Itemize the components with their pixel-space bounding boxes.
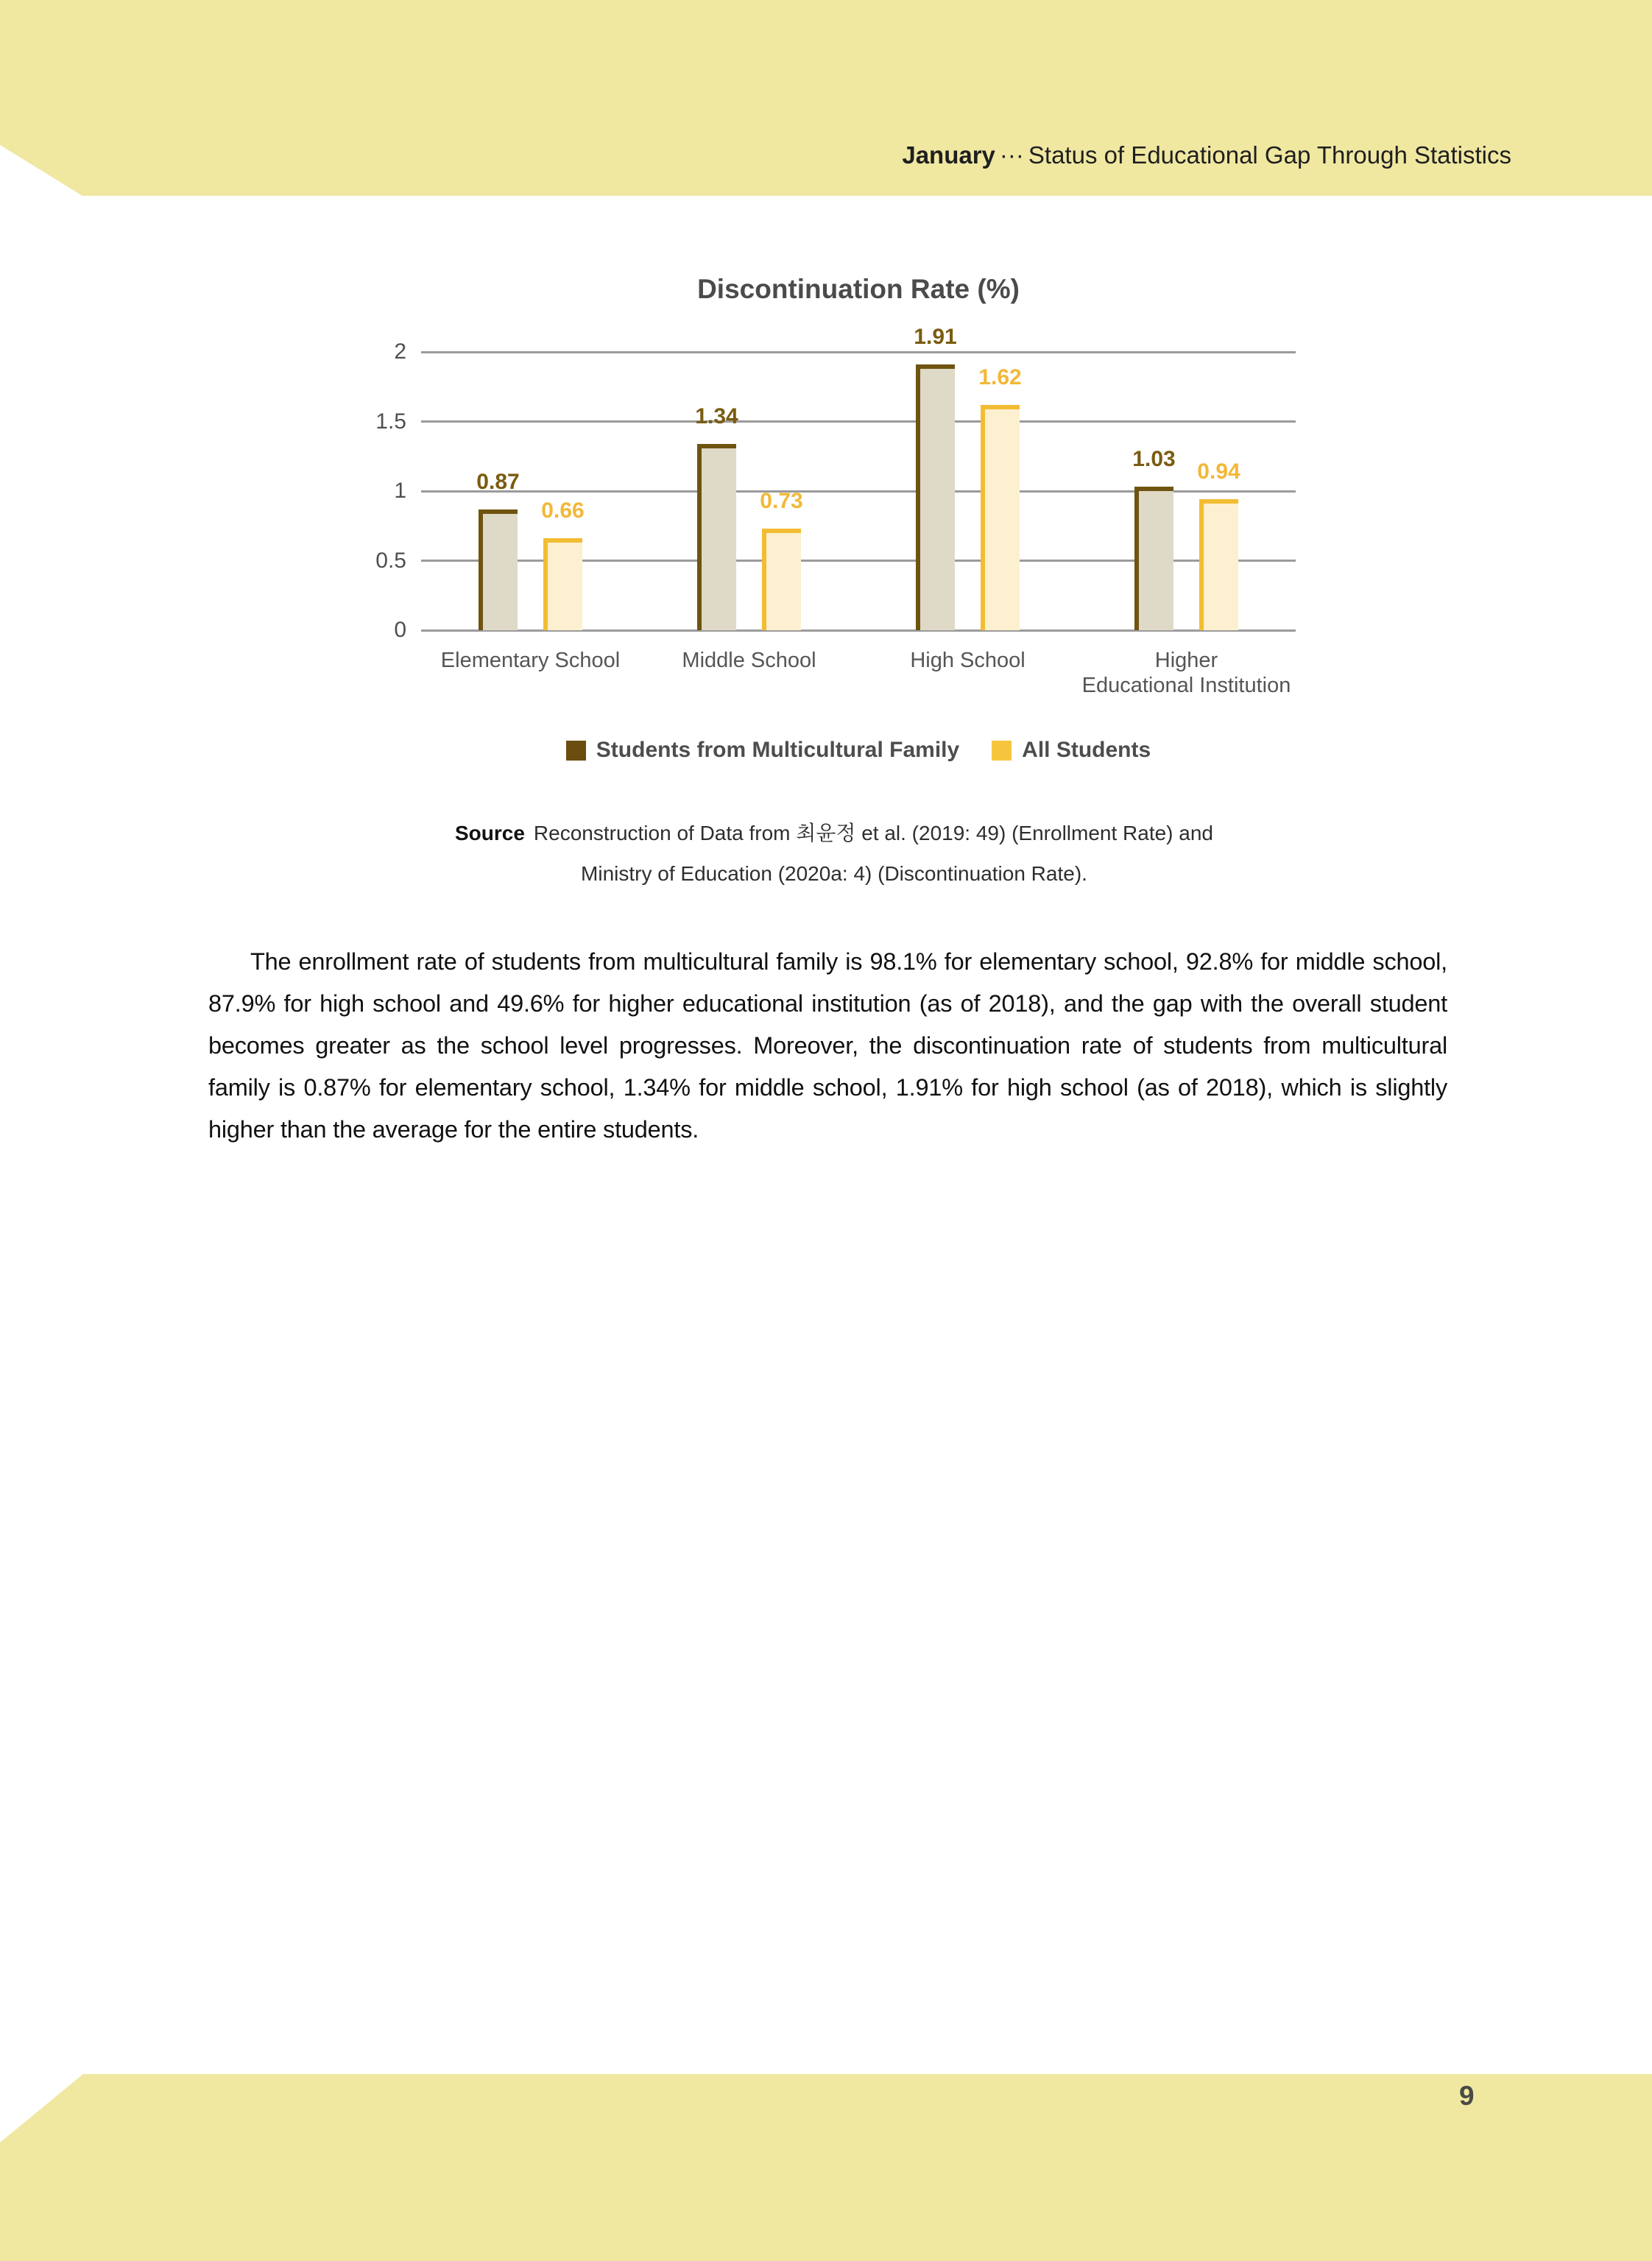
bar-chart-plot-area bbox=[375, 325, 1296, 762]
source-text-1: Reconstruction of Data from 최윤정 et al. (2019: 49) (Enrollment Rate) and bbox=[533, 822, 1214, 844]
bar bbox=[1199, 499, 1238, 630]
source-line-2: Ministry of Education (2020a: 4) (Discontinuation Rate). bbox=[581, 862, 1087, 885]
chart-title: Discontinuation Rate (%) bbox=[697, 274, 1020, 304]
gridline bbox=[421, 420, 1296, 423]
bar bbox=[916, 364, 955, 630]
body-paragraph: The enrollment rate of students from multicultural family is 98.1% for elementary school, 92.8% for middle school, 87.9% for high school and 49.6% for higher educational institution (as of 2018), and the gap with the overall student becomes greater as the school level progresses. Moreover, the discontinuation rate of students from multicultural family is 0.87% for elementary school, 1.34% for middle school, 1.91% for high school (as of 2018), which is slightly higher than the average for the entire students. bbox=[208, 948, 1447, 1143]
category-label bbox=[421, 648, 640, 673]
y-axis-tick-label: 1.5 bbox=[375, 409, 406, 434]
category-label-line: Elementary School bbox=[440, 649, 621, 672]
page-number: 9 bbox=[1459, 2081, 1475, 2111]
bar-value-label: 0.66 bbox=[541, 498, 585, 523]
bar-value-label: 0.94 bbox=[1197, 459, 1240, 484]
category-label bbox=[1077, 648, 1296, 698]
source-line-1 bbox=[208, 813, 1460, 853]
source-note bbox=[208, 813, 1460, 894]
category-label-line: Higher bbox=[1154, 649, 1218, 672]
bar-value-label: 0.87 bbox=[476, 469, 520, 494]
bar-value-label: 1.62 bbox=[978, 364, 1022, 389]
bar bbox=[543, 538, 582, 630]
legend-swatch bbox=[566, 741, 586, 761]
source-label: Source bbox=[454, 822, 525, 844]
header-month: January bbox=[902, 141, 995, 169]
legend-item bbox=[992, 738, 1151, 763]
header-title: Status of Educational Gap Through Statistics bbox=[1028, 141, 1511, 169]
legend-swatch bbox=[992, 741, 1012, 761]
bar-value-label: 1.34 bbox=[695, 403, 738, 428]
chart-legend bbox=[421, 738, 1296, 763]
bottom-band bbox=[0, 2074, 1652, 2261]
y-axis-tick-label: 0 bbox=[394, 618, 406, 642]
bar-value-label: 1.03 bbox=[1132, 447, 1176, 472]
legend-label: All Students bbox=[1022, 738, 1151, 762]
category-label-line: High School bbox=[910, 649, 1026, 672]
category-label-line: Middle School bbox=[682, 649, 816, 672]
legend-item bbox=[566, 738, 959, 763]
legend-label: Students from Multicultural Family bbox=[596, 738, 960, 762]
page-header bbox=[902, 141, 1511, 169]
y-axis-tick-label: 2 bbox=[394, 339, 406, 364]
bar bbox=[697, 444, 736, 630]
bar bbox=[981, 405, 1020, 630]
bar bbox=[1134, 487, 1173, 630]
y-axis-tick-label: 1 bbox=[394, 479, 406, 503]
bar bbox=[479, 509, 518, 630]
bar-value-label: 1.91 bbox=[914, 325, 957, 350]
bar bbox=[762, 529, 801, 630]
category-label-line: Educational Institution bbox=[1081, 674, 1291, 697]
category-label bbox=[640, 648, 858, 673]
bar-value-label: 0.73 bbox=[760, 489, 803, 514]
category-label bbox=[858, 648, 1077, 673]
header-separator: ··· bbox=[999, 141, 1024, 169]
y-axis-tick-label: 0.5 bbox=[375, 548, 406, 573]
gridline bbox=[421, 351, 1296, 353]
